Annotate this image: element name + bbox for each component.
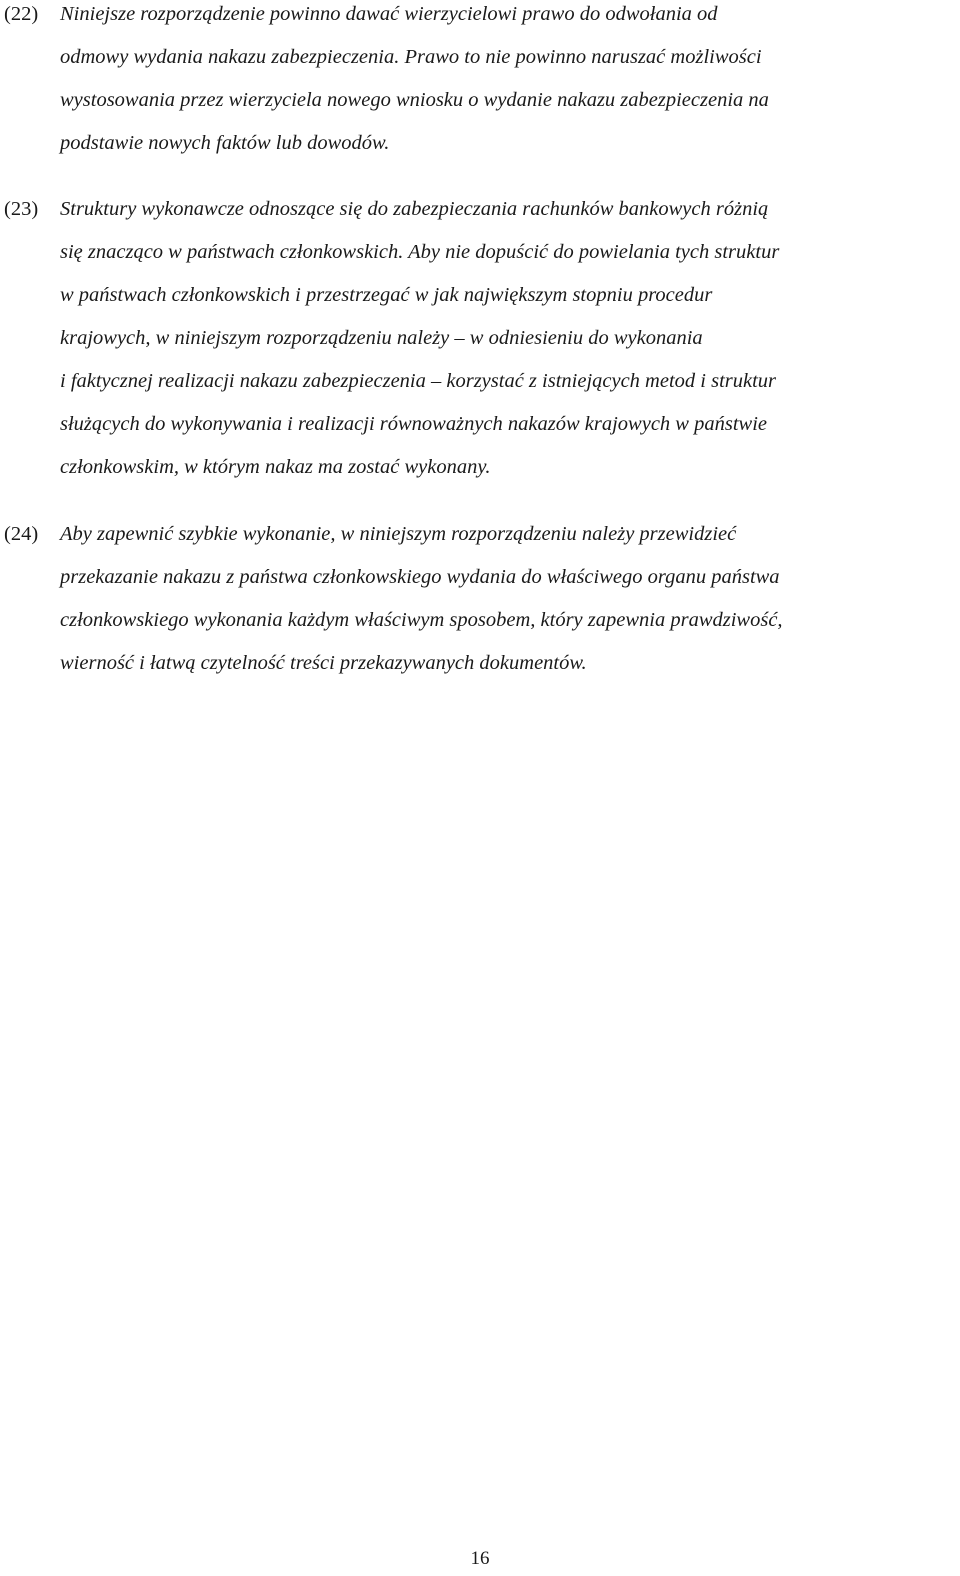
recital-line: członkowskim, w którym nakaz ma zostać wykonany. <box>60 456 491 478</box>
recital-line: przekazanie nakazu z państwa członkowskiego wydania do właściwego organu państwa <box>60 566 780 588</box>
recital-line: odmowy wydania nakazu zabezpieczenia. Prawo to nie powinno naruszać możliwości <box>60 46 762 68</box>
recital-line: Struktury wykonawcze odnoszące się do zabezpieczania rachunków bankowych różnią <box>60 198 769 220</box>
recital-line: służących do wykonywania i realizacji równoważnych nakazów krajowych w państwie <box>60 413 767 435</box>
recital-line: wystosowania przez wierzyciela nowego wniosku o wydanie nakazu zabezpieczenia na <box>60 89 769 111</box>
recital-line: wierność i łatwą czytelność treści przekazywanych dokumentów. <box>60 652 587 674</box>
recital-line: Aby zapewnić szybkie wykonanie, w niniejszym rozporządzeniu należy przewidzieć <box>60 523 737 545</box>
recital-line: Niniejsze rozporządzenie powinno dawać wierzycielowi prawo do odwołania od <box>60 3 718 25</box>
recital-text <box>60 0 956 165</box>
recital-text <box>60 513 956 685</box>
recital-line: podstawie nowych faktów lub dowodów. <box>60 132 390 154</box>
recital-line: się znacząco w państwach członkowskich. Aby nie dopuścić do powielania tych struktur <box>60 241 780 263</box>
recital-number: (23) <box>4 198 39 220</box>
recital-number: (24) <box>4 523 39 545</box>
recital-number: (22) <box>4 3 39 25</box>
recital-text <box>60 188 956 489</box>
recital-line: członkowskiego wykonania każdym właściwym sposobem, który zapewnia prawdziwość, <box>60 609 783 631</box>
recital-line: krajowych, w niniejszym rozporządzeniu należy – w odniesieniu do wykonania <box>60 327 703 349</box>
page-number: 16 <box>470 1548 490 1569</box>
recital-line: w państwach członkowskich i przestrzegać w jak największym stopniu procedur <box>60 284 713 306</box>
recital-line: i faktycznej realizacji nakazu zabezpieczenia – korzystać z istniejących metod i struktur <box>60 370 777 392</box>
